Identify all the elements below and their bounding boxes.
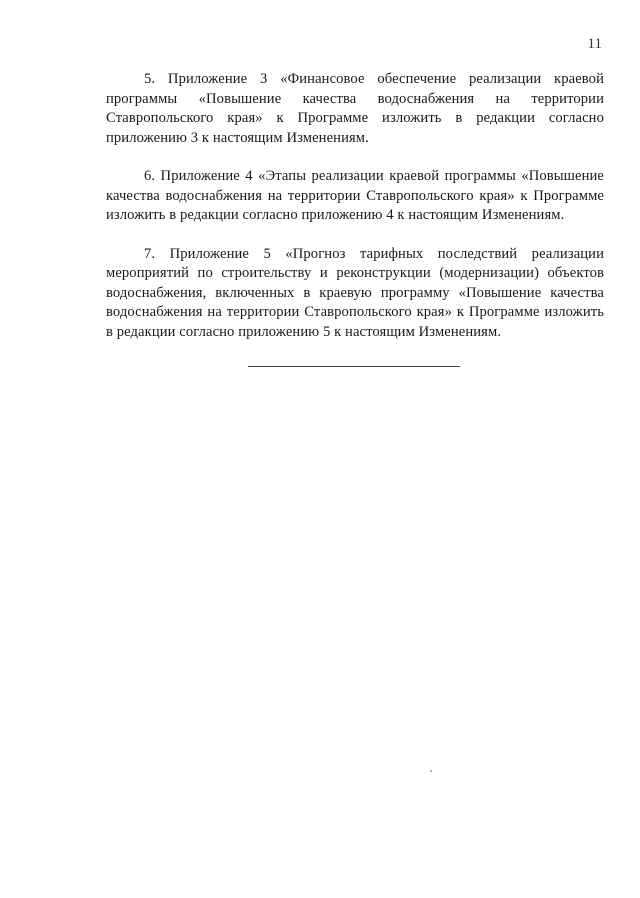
paragraph-item-7: 7. Приложение 5 «Прогноз тарифных последствий реализации мероприятий по строительству и реконструкции (модернизации) объектов водоснабжения, включенных в краевую программу «Повышение качества водоснабжения на территории Ставропольского края» к Программе изложить в редакции согласно приложению 5 к настоящим Изменениям. [106, 245, 604, 340]
paragraph-item-5: 5. Приложение 3 «Финансовое обеспечение реализации краевой программы «Повышение качества водоснабжения на территории Ставропольского края» к Программе изложить в редакции согласно приложению 3 к настоящим Изменениям. [106, 71, 604, 146]
document-body [106, 70, 604, 361]
page-number: 11 [587, 36, 602, 52]
end-separator-line [248, 366, 460, 367]
scan-speck [430, 770, 432, 772]
paragraph-item-6: 6. Приложение 4 «Этапы реализации краевой программы «Повышение качества водоснабжения на территории Ставропольского края» к Программе изложить в редакции согласно приложению 4 к настоящим Изменениям. [106, 168, 604, 223]
